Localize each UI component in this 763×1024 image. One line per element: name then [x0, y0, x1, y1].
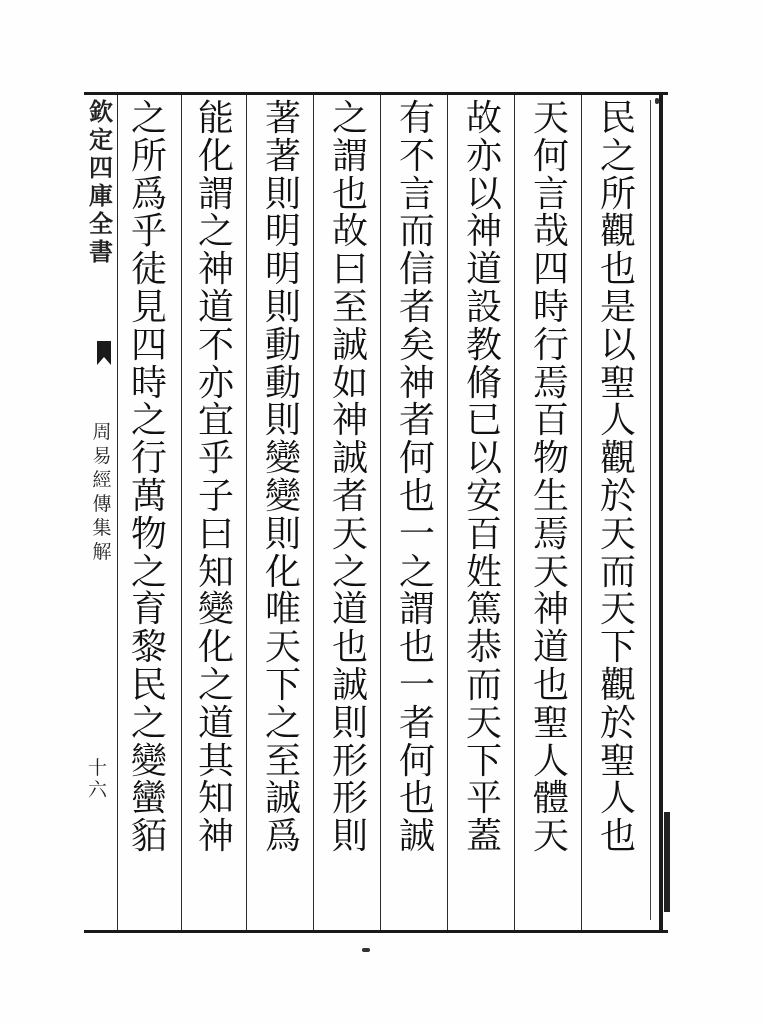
- column-char: 民: [130, 664, 167, 706]
- column-char: 信: [398, 249, 435, 291]
- column-char: 者: [398, 400, 435, 442]
- column-char: 時: [532, 286, 569, 328]
- column-char: 時: [130, 362, 167, 404]
- column-char: 天: [264, 627, 301, 669]
- text-column-6: [248, 100, 318, 856]
- column-char: 行: [532, 324, 569, 366]
- column-char: 道: [197, 702, 234, 744]
- column-char: 之: [130, 98, 167, 139]
- column-char: 化: [197, 627, 234, 669]
- frame-right-border: [659, 92, 663, 933]
- column-char: 以: [465, 438, 502, 480]
- column-char: 生: [532, 475, 569, 517]
- column-char: 言: [532, 173, 569, 215]
- column-char: 誠: [331, 438, 368, 480]
- column-char: 誠: [398, 816, 435, 858]
- column-char: 著: [264, 98, 301, 139]
- column-char: 之: [130, 400, 167, 442]
- column-char: 而: [599, 551, 636, 593]
- column-char: 以: [465, 173, 502, 215]
- column-char: 而: [398, 211, 435, 253]
- column-char: 物: [532, 438, 569, 480]
- column-char: 也: [331, 173, 368, 215]
- column-char: 亦: [197, 362, 234, 404]
- column-char: 謂: [398, 589, 435, 631]
- column-char: 哉: [532, 211, 569, 253]
- column-char: 四: [532, 249, 569, 291]
- column-char: 言: [398, 173, 435, 215]
- column-char: 宜: [197, 400, 234, 442]
- column-char: 有: [398, 98, 435, 139]
- column-char: 明: [264, 211, 301, 253]
- column-char: 一: [398, 664, 435, 706]
- column-char: 恭: [465, 627, 502, 669]
- column-char: 人: [599, 778, 636, 820]
- column-char: 者: [331, 475, 368, 517]
- column-char: 化: [264, 551, 301, 593]
- margin-char: 四: [89, 153, 113, 182]
- column-char: 乎: [197, 438, 234, 480]
- column-char: 化: [197, 135, 234, 177]
- column-char: 天: [532, 98, 569, 139]
- column-char: 聖: [599, 362, 636, 404]
- column-char: 矣: [398, 324, 435, 366]
- column-char: 之: [197, 664, 234, 706]
- column-char: 篤: [465, 589, 502, 631]
- margin-char: 欽: [89, 97, 113, 126]
- column-char: 神: [197, 249, 234, 291]
- column-char: 知: [197, 778, 234, 820]
- column-char: 也: [331, 627, 368, 669]
- column-char: 黎: [130, 627, 167, 669]
- column-char: 道: [532, 627, 569, 669]
- column-char: 者: [398, 702, 435, 744]
- column-char: 於: [599, 475, 636, 517]
- column-char: 脩: [465, 362, 502, 404]
- column-char: 民: [599, 98, 636, 139]
- column-char: 也: [398, 778, 435, 820]
- frame-right-edge-mark: [664, 812, 670, 912]
- column-char: 神: [398, 362, 435, 404]
- column-char: 觀: [599, 664, 636, 706]
- margin-title-char: 解: [92, 541, 112, 563]
- column-char: 所: [130, 135, 167, 177]
- column-char: 是: [599, 286, 636, 328]
- column-char: 爲: [264, 816, 301, 858]
- column-char: 蠻: [130, 778, 167, 820]
- column-char: 道: [465, 249, 502, 291]
- column-char: 百: [532, 400, 569, 442]
- column-char: 天: [599, 513, 636, 555]
- column-char: 人: [532, 740, 569, 782]
- column-char: 姓: [465, 551, 502, 593]
- column-char: 焉: [532, 362, 569, 404]
- text-column-8: [114, 100, 184, 856]
- column-char: 著: [264, 135, 301, 177]
- column-char: 以: [599, 324, 636, 366]
- column-char: 則: [331, 702, 368, 744]
- column-char: 道: [331, 589, 368, 631]
- column-char: 天: [532, 551, 569, 593]
- text-column-3: [449, 100, 519, 856]
- column-char: 如: [331, 362, 368, 404]
- column-char: 誠: [331, 664, 368, 706]
- column-char: 之: [197, 211, 234, 253]
- column-char: 至: [264, 740, 301, 782]
- margin-page-number: [88, 757, 116, 801]
- column-char: 之: [599, 135, 636, 177]
- frame-bottom-border: [84, 930, 668, 933]
- column-char: 於: [599, 702, 636, 744]
- column-char: 子: [197, 475, 234, 517]
- margin-char: 庫: [89, 181, 113, 210]
- column-char: 神: [465, 211, 502, 253]
- column-char: 形: [331, 740, 368, 782]
- column-char: 天: [532, 816, 569, 858]
- column-char: 神: [532, 589, 569, 631]
- ink-speck: [655, 98, 659, 104]
- column-char: 不: [197, 324, 234, 366]
- column-char: 也: [398, 475, 435, 517]
- column-char: 故: [331, 211, 368, 253]
- column-char: 也: [599, 816, 636, 858]
- margin-title-char: 易: [92, 445, 112, 467]
- margin-char: 全: [89, 209, 113, 238]
- column-char: 下: [465, 740, 502, 782]
- column-char: 動: [264, 362, 301, 404]
- column-char: 下: [264, 664, 301, 706]
- column-char: 徒: [130, 249, 167, 291]
- column-char: 變: [264, 475, 301, 517]
- column-char: 形: [331, 778, 368, 820]
- column-char: 道: [197, 286, 234, 328]
- column-char: 則: [331, 816, 368, 858]
- column-char: 安: [465, 475, 502, 517]
- column-char: 萬: [130, 475, 167, 517]
- margin-book-title: [88, 420, 116, 564]
- column-char: 天: [599, 589, 636, 631]
- column-char: 誠: [331, 324, 368, 366]
- column-char: 之: [331, 98, 368, 139]
- column-char: 不: [398, 135, 435, 177]
- text-column-2: [516, 100, 586, 856]
- column-char: 育: [130, 589, 167, 631]
- text-column-7: [181, 100, 251, 856]
- column-char: 百: [465, 513, 502, 555]
- column-char: 聖: [599, 740, 636, 782]
- text-column-4: [382, 100, 452, 856]
- column-char: 也: [599, 249, 636, 291]
- column-char: 變: [130, 740, 167, 782]
- column-char: 之: [331, 551, 368, 593]
- column-char: 也: [532, 664, 569, 706]
- column-char: 謂: [197, 173, 234, 215]
- ink-speck: [362, 948, 370, 952]
- column-char: 變: [197, 589, 234, 631]
- column-char: 神: [197, 816, 234, 858]
- column-char: 曰: [331, 249, 368, 291]
- column-char: 天: [465, 702, 502, 744]
- column-char: 教: [465, 324, 502, 366]
- column-char: 者: [398, 286, 435, 328]
- column-char: 焉: [532, 513, 569, 555]
- column-char: 人: [599, 400, 636, 442]
- column-char: 之: [264, 702, 301, 744]
- column-char: 蓋: [465, 816, 502, 858]
- column-char: 下: [599, 627, 636, 669]
- margin-header-fragment: [86, 98, 116, 266]
- column-char: 曰: [197, 513, 234, 555]
- column-char: 平: [465, 778, 502, 820]
- column-char: 謂: [331, 135, 368, 177]
- text-column-1: [583, 100, 653, 856]
- column-char: 誠: [264, 778, 301, 820]
- column-char: 行: [130, 438, 167, 480]
- column-char: 則: [264, 400, 301, 442]
- column-char: 觀: [599, 438, 636, 480]
- column-char: 動: [264, 324, 301, 366]
- column-char: 四: [130, 324, 167, 366]
- column-char: 也: [398, 627, 435, 669]
- column-char: 神: [331, 400, 368, 442]
- column-char: 變: [264, 438, 301, 480]
- column-char: 所: [599, 173, 636, 215]
- column-char: 貊: [130, 816, 167, 858]
- margin-title-char: 經: [92, 469, 112, 491]
- column-char: 見: [130, 286, 167, 328]
- column-char: 亦: [465, 135, 502, 177]
- margin-title-char: 周: [92, 421, 112, 443]
- column-char: 何: [398, 740, 435, 782]
- column-char: 體: [532, 778, 569, 820]
- column-char: 聖: [532, 702, 569, 744]
- column-char: 則: [264, 173, 301, 215]
- column-char: 至: [331, 286, 368, 328]
- text-column-5: [315, 100, 385, 856]
- column-char: 明: [264, 249, 301, 291]
- column-char: 何: [398, 438, 435, 480]
- column-char: 其: [197, 740, 234, 782]
- column-char: 之: [398, 551, 435, 593]
- column-char: 之: [130, 702, 167, 744]
- column-char: 已: [465, 400, 502, 442]
- column-char: 能: [197, 98, 234, 139]
- page-number: 十六: [88, 757, 108, 801]
- column-char: 故: [465, 98, 502, 139]
- column-char: 則: [264, 286, 301, 328]
- column-char: 何: [532, 135, 569, 177]
- column-char: 乎: [130, 211, 167, 253]
- column-char: 觀: [599, 211, 636, 253]
- column-char: 則: [264, 513, 301, 555]
- column-char: 爲: [130, 173, 167, 215]
- column-char: 物: [130, 513, 167, 555]
- column-char: 一: [398, 513, 435, 555]
- margin-title-char: 傳: [92, 493, 112, 515]
- column-char: 知: [197, 551, 234, 593]
- fishtail-mark-icon: [96, 340, 112, 366]
- column-char: 唯: [264, 589, 301, 631]
- margin-char: 定: [89, 125, 113, 154]
- column-char: 設: [465, 286, 502, 328]
- column-char: 天: [331, 513, 368, 555]
- column-char: 之: [130, 551, 167, 593]
- margin-char: 書: [89, 237, 113, 266]
- margin-title-char: 集: [92, 517, 112, 539]
- column-char: 而: [465, 664, 502, 706]
